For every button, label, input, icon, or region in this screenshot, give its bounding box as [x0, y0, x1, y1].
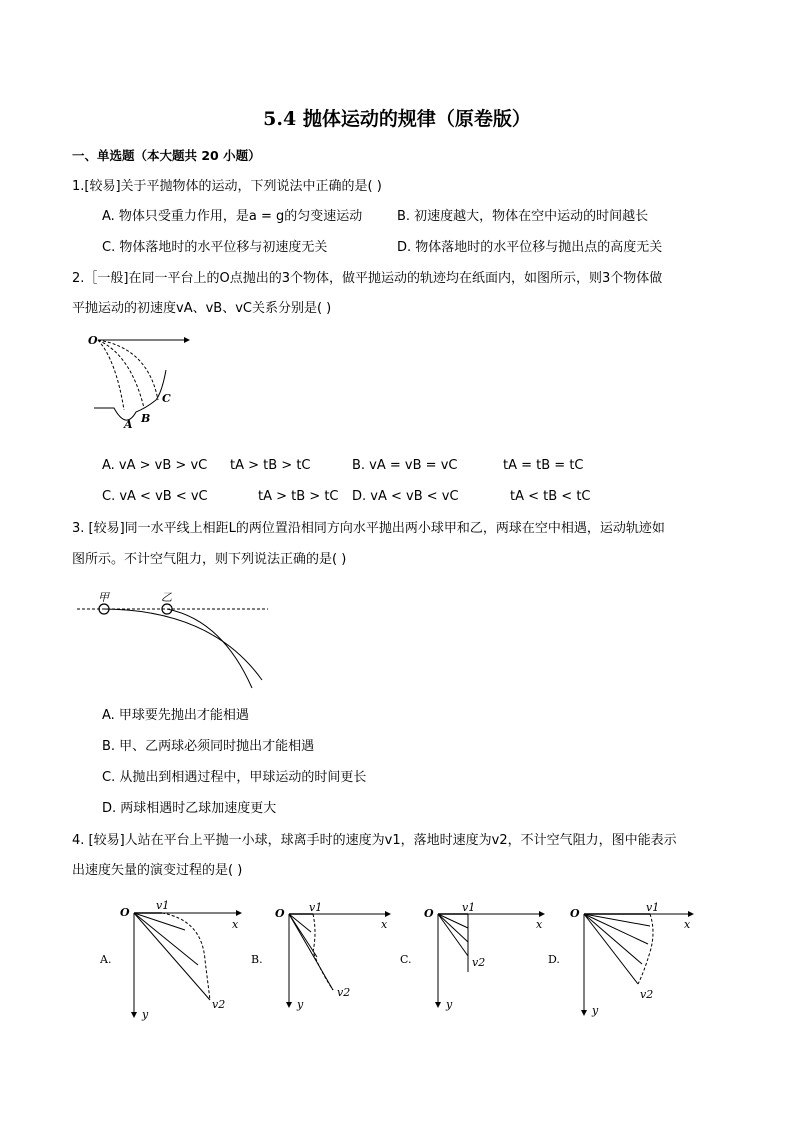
- q2-option-c-t: tA > tB > tC: [258, 489, 339, 504]
- q4-fig-b-v2: v2: [337, 986, 351, 999]
- q2-stem-line1: 2.［一般]在同一平台上的O点抛出的3个物体，做平抛运动的轨迹均在纸面内，如图所示，则3个物体做: [72, 271, 663, 286]
- q4-figure-a[interactable]: [120, 900, 240, 1020]
- q4-fig-c-v1: v1: [462, 901, 476, 914]
- q3-option-c[interactable]: C. 从抛出到相遇过程中，甲球运动的时间更长: [102, 770, 367, 785]
- q4-fig-a-y: y: [142, 1008, 149, 1021]
- q1-option-b[interactable]: B. 初速度越大，物体在空中运动的时间越长: [397, 209, 649, 224]
- q2-option-b-t: tA = tB = tC: [503, 458, 584, 473]
- q4-fig-c-v2: v2: [472, 956, 486, 969]
- q4-fig-c-x: x: [536, 918, 543, 931]
- q4-fig-a-o: O: [120, 906, 130, 919]
- q3-fig-label-yi: 乙: [161, 591, 172, 604]
- q4-fig-d-x: x: [684, 918, 691, 931]
- q2-option-a-t: tA > tB > tC: [230, 458, 311, 473]
- q2-fig-label-o: O: [88, 334, 98, 347]
- q4-figure-c[interactable]: [424, 902, 549, 1012]
- q4-fig-d-y: y: [592, 1004, 599, 1017]
- page-title: 5.4 抛体运动的规律（原卷版）: [263, 108, 531, 130]
- q2-option-a-v[interactable]: A. vA > vB > vC: [102, 458, 208, 473]
- q3-stem-line2: 图所示。不计空气阻力，则下列说法正确的是( ): [72, 552, 347, 567]
- q4-figure-d[interactable]: [570, 902, 700, 1017]
- q4-stem-line1: 4. [较易]人站在平台上平抛一小球，球离手时的速度为v1，落地时速度为v2，不计空气阻力，图中能表示: [72, 833, 677, 848]
- q2-option-c-v[interactable]: C. vA < vB < vC: [102, 489, 208, 504]
- q3-option-d[interactable]: D. 两球相遇时乙球加速度更大: [102, 801, 277, 816]
- q4-fig-b-y: y: [297, 998, 304, 1011]
- q4-fig-b-x: x: [381, 918, 388, 931]
- q4-fig-d-v1: v1: [646, 901, 660, 914]
- q4-option-b-letter[interactable]: B.: [251, 953, 263, 966]
- q2-fig-label-b: B: [141, 412, 151, 425]
- q3-stem-line1: 3. [较易]同一水平线上相距L的两位置沿相同方向水平抛出两小球甲和乙，两球在空中相遇，运动轨迹如: [72, 521, 665, 536]
- q4-option-c-letter[interactable]: C.: [400, 953, 412, 966]
- q4-stem-line2: 出速度矢量的演变过程的是( ): [72, 863, 243, 878]
- q3-option-b[interactable]: B. 甲、乙两球必须同时抛出才能相遇: [102, 739, 315, 754]
- q4-figure-b[interactable]: [275, 902, 395, 1012]
- q1-stem: 1.[较易]关于平抛物体的运动，下列说法中正确的是( ): [72, 179, 382, 194]
- q2-fig-label-c: C: [162, 392, 171, 405]
- q1-option-d[interactable]: D. 物体落地时的水平位移与抛出点的高度无关: [397, 240, 663, 255]
- q2-stem-line2: 平抛运动的初速度vA、vB、vC关系分别是( ): [72, 301, 332, 316]
- q1-option-a[interactable]: A. 物体只受重力作用，是a = g的匀变速运动: [102, 209, 363, 224]
- q2-option-b-v[interactable]: B. vA = vB = vC: [352, 458, 458, 473]
- q2-option-d-t: tA < tB < tC: [510, 489, 591, 504]
- q3-option-a[interactable]: A. 甲球要先抛出才能相遇: [102, 708, 249, 723]
- q4-option-a-letter[interactable]: A.: [100, 953, 112, 966]
- q4-fig-d-v2: v2: [640, 988, 654, 1001]
- q4-fig-c-o: O: [424, 907, 434, 920]
- q3-fig-label-jia: 甲: [98, 591, 109, 604]
- q4-fig-a-v1: v1: [156, 899, 170, 912]
- q2-trajectory-figure: [86, 330, 196, 430]
- q4-fig-a-v2: v2: [212, 998, 226, 1011]
- q2-fig-label-a: A: [124, 418, 133, 431]
- q2-option-d-v[interactable]: D. vA < vB < vC: [352, 489, 459, 504]
- q4-fig-d-o: O: [570, 907, 580, 920]
- q4-fig-b-v1: v1: [309, 901, 323, 914]
- q4-option-d-letter[interactable]: D.: [548, 953, 560, 966]
- section-heading: 一、单选题（本大题共 20 小题）: [72, 148, 261, 163]
- q4-fig-a-x: x: [232, 918, 239, 931]
- q3-trajectory-figure: [72, 590, 272, 690]
- q4-fig-b-o: O: [275, 907, 285, 920]
- q1-option-c[interactable]: C. 物体落地时的水平位移与初速度无关: [102, 240, 328, 255]
- q4-fig-c-y: y: [446, 998, 453, 1011]
